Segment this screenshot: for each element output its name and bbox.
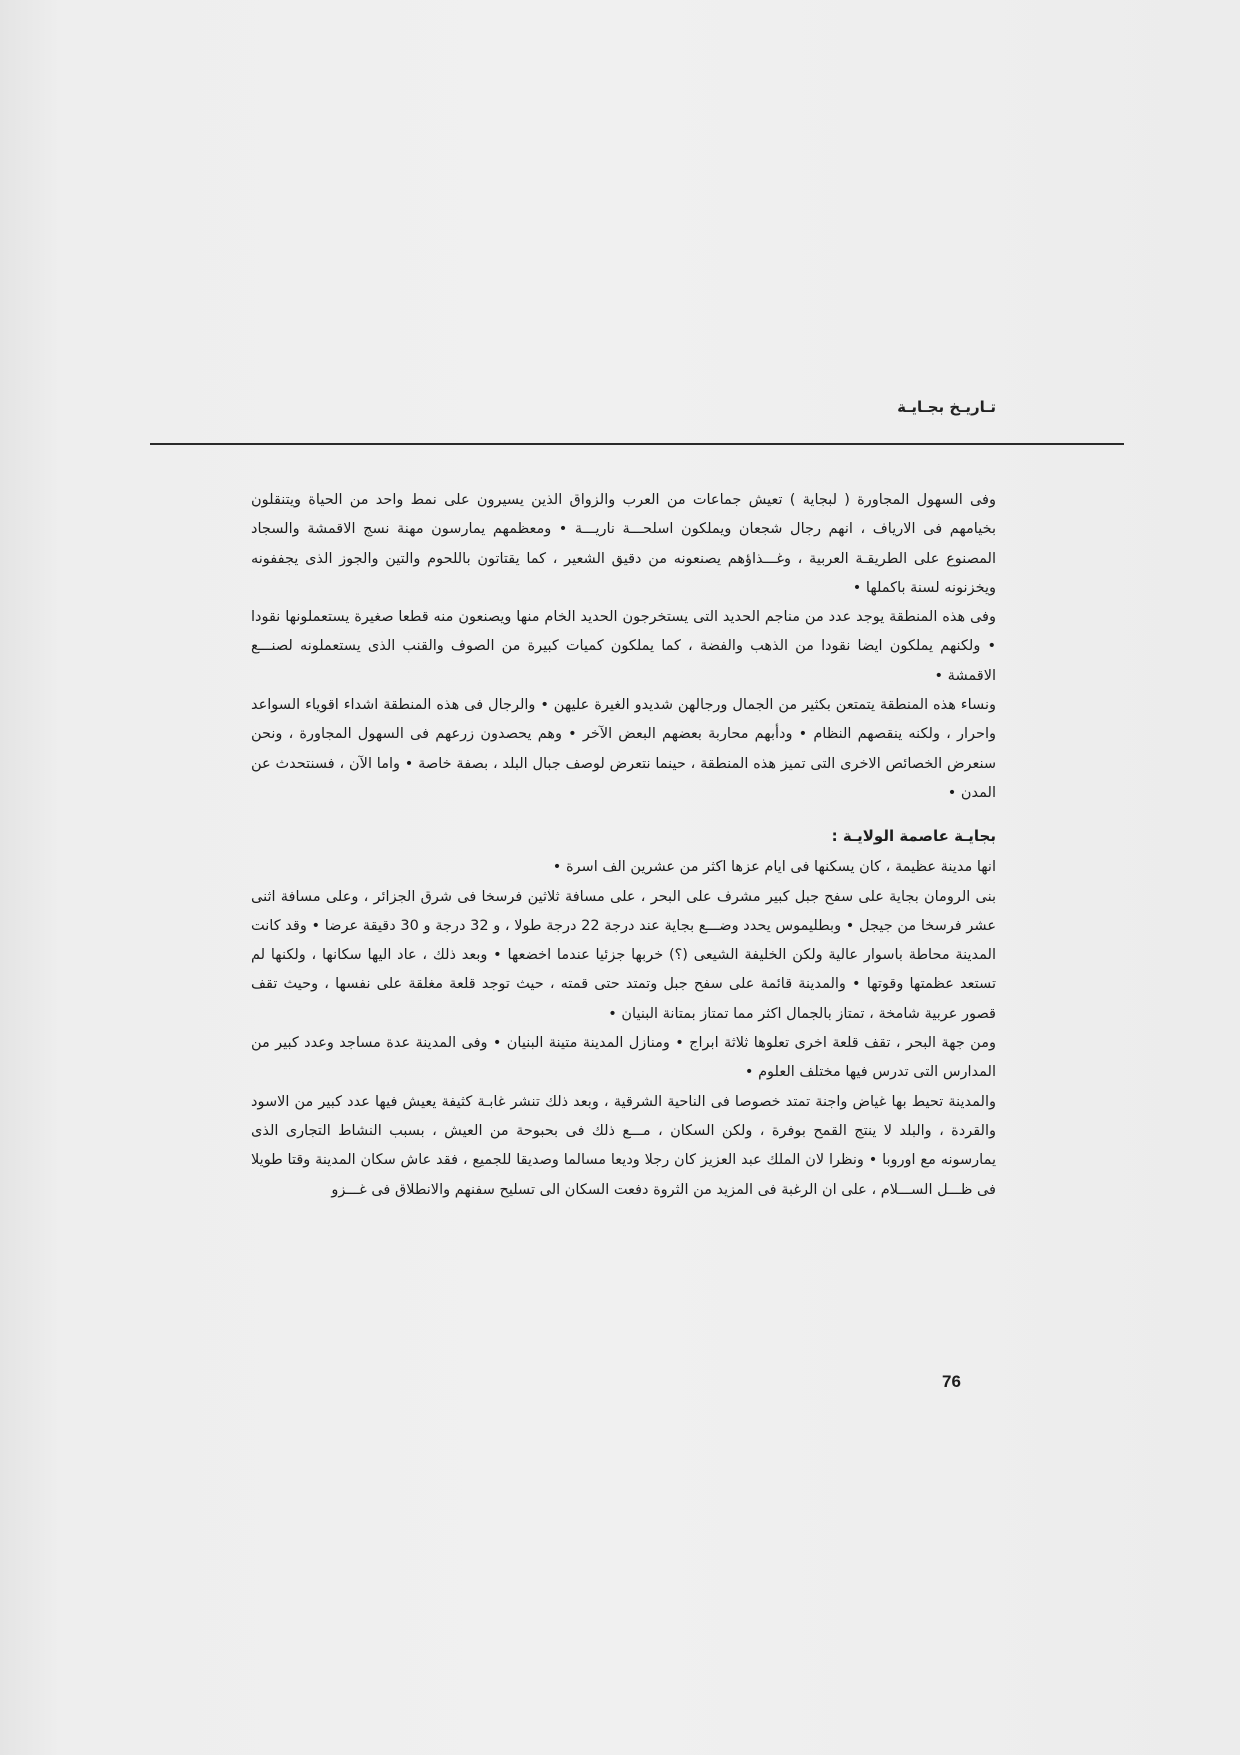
paragraph: وفى هذه المنطقة يوجد عدد من مناجم الحديد التى يستخرجون الحديد الخام منها ويصنعون منه قطعا صغيرة يستعملونها نقودا • ولكنهم يملكون ايضا نقودا من الذهب والفضة ، كما يملكون كميات كبيرة من الصوف والقنب الذى يستعملونه لصنـــع الاقمشة • (251, 609, 996, 684)
paragraph: وفى السهول المجاورة ( لبجاية ) تعيش جماعات من العرب والزواق الذين يسيرون على نمط واحد من الحياة ويتنقلون بخيامهم فى الارياف ، انهم رجال شجعان ويملكون اسلحـــة ناريـــة • ومعظمهم يمارسون مهنة نسج الاقمشة والسجاد المصنوع على الطريقـة العربية ، وغـــذاؤهم يصنعونه من دقيق الشعير ، كما يقتاتون باللحوم والتين والجوز الذى يجففونه ويخزنونه لسنة باكملها • (251, 492, 996, 596)
section-heading: بجايـة عاصمة الولايـة : (831, 827, 996, 846)
paragraph: ومن جهة البحر ، تقف قلعة اخرى تعلوها ثلاثة ابراج • ومنازل المدينة متينة البنيان • وفى المدينة عدة مساجد وعدد كبير من المدارس التى تدرس فيها مختلف العلوم • (251, 1035, 996, 1081)
paragraph: ونساء هذه المنطقة يتمتعن بكثير من الجمال ورجالهن شديدو الغيرة عليهن • والرجال فى هذه المنطقة اشداء اقوياء السواعد واحرار ، ولكنه ينقصهم النظام • ودأبهم محاربة بعضهم البعض الآخر • وهم يحصدون زرعهم فى السهول المجاورة ، ونحن سنعرض الخصائص الاخرى التى تميز هذه المنطقة ، حينما نتعرض لوصف جبال البلد ، بصفة خاصة • واما الآن ، فسنتحدث عن المدن • (251, 697, 996, 801)
page-number: 76 (942, 1372, 961, 1391)
header-divider (150, 443, 1124, 445)
running-header-title: تـاريـخ بجـايـة (897, 398, 996, 416)
body-text (251, 486, 996, 1205)
paragraph: والمدينة تحيط بها غياض واجنة تمتد خصوصا فى الناحية الشرقية ، وبعد ذلك تنشر غابـة كثيفة يعيش فيها عدد كبير من الاسود والقردة ، والبلد لا ينتج القمح بوفرة ، ولكن السكان ، مـــع ذلك فى بحبوحة من العيش ، بسبب النشاط التجارى الذى يمارسونه مع اوروبا • ونظرا لان الملك عبد العزيز كان رجلا وديعا مسالما وصديقا للجميع ، فقد عاش سكان المدينة وقتا طويلا فى ظـــل الســـلام ، على ان الرغبة فى المزيد من الثروة دفعت السكان الى تسليح سفنهم والانطلاق فى غـــزو (251, 1093, 996, 1198)
paragraph: انها مدينة عظيمة ، كان يسكنها فى ايام عزها اكثر من عشرين الف اسرة • (552, 859, 996, 876)
paragraph: بنى الرومان بجاية على سفح جبل كبير مشرف على البحر ، على مسافة ثلاثين فرسخا فى شرق الجزائر ، وعلى مسافة اثنى عشر فرسخا من جيجل • وبطليموس يحدد وضـــع بجاية عند درجة 22 درجة طولا ، و 32 درجة و 30 دقيقة عرضا • وقد كانت المدينة محاطة باسوار عالية ولكن الخليفة الشيعى (؟) خربها جزئيا عندما اخضعها • وبعد ذلك ، عاد اليها سكانها ، ولكنها لم تستعد عظمتها وقوتها • والمدينة قائمة على سفح جبل وتمتد حتى قمته ، حيث توجد قلعة مغلقة على نفسها ، وحيث تقف قصور عربية شامخة ، تمتاز بالجمال اكثر مما تمتاز بمتانة البنيان • (251, 888, 996, 1022)
